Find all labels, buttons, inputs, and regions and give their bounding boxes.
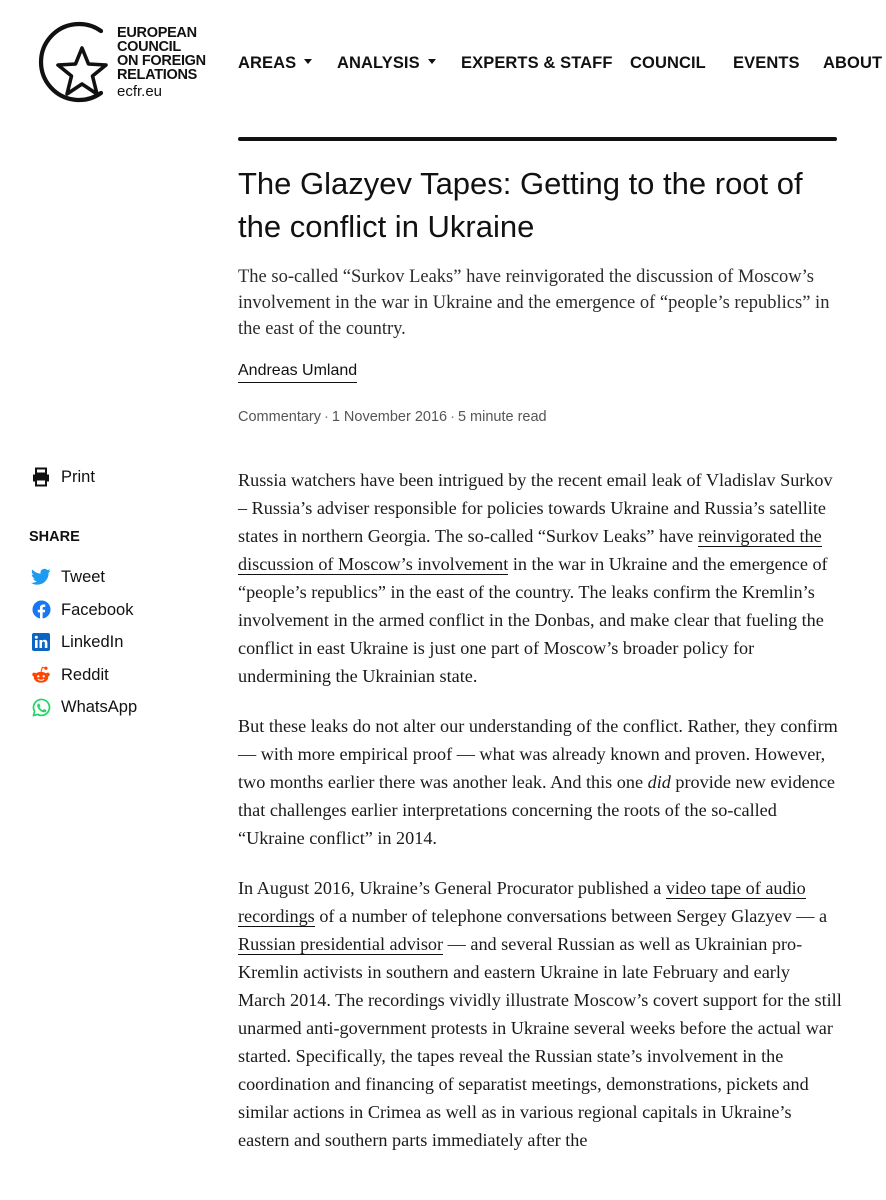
article-body	[238, 466, 842, 1176]
body-paragraph	[238, 466, 842, 690]
article-date: 1 November 2016	[331, 409, 448, 425]
whatsapp-icon	[30, 696, 52, 718]
reddit-icon	[30, 664, 52, 686]
share-whatsapp[interactable]	[30, 696, 137, 718]
brand-line-2: COUNCIL	[117, 39, 181, 55]
body-emphasis: did	[647, 772, 671, 792]
twitter-icon	[30, 566, 52, 588]
share-facebook[interactable]	[30, 599, 137, 621]
nav-events[interactable]: EVENTS	[733, 54, 800, 72]
nav-areas[interactable]	[238, 52, 312, 74]
inline-link-video-tape[interactable]: video tape of audio recordings	[238, 878, 806, 926]
tweet-label: Tweet	[61, 568, 106, 586]
facebook-icon	[30, 599, 52, 621]
nav-analysis[interactable]	[337, 52, 436, 74]
body-text: Russia watchers have been intrigued by the recent email leak of Vladislav Surkov – Russia’s adviser responsible for policies towards Ukraine and Russia’s satellite states in northern Georgia. The so-called “Surkov Leaks” have	[238, 470, 833, 546]
ecfr-logo-icon	[30, 18, 112, 106]
reddit-label: Reddit	[61, 665, 109, 684]
article-read-time: 5 minute read	[457, 409, 547, 425]
article-standfirst: The so-called “Surkov Leaks” have reinvigorated the discussion of Moscow’s involvement in the war in Ukraine and the emergence of “people’s republics” in the east of the country.	[238, 267, 830, 339]
nav-council[interactable]: COUNCIL	[630, 54, 706, 72]
main-nav	[238, 52, 886, 74]
print-button[interactable]	[30, 465, 95, 489]
body-text: in the war in Ukraine and the emergence of “people’s republics” in the east of the country. The leaks confirm the Kremlin’s involvement in the armed conflict in the Donbas, and make clear that fueling the conflict in east Ukraine is just one part of Moscow’s broader policy for undermining the Ukrainian state.	[238, 554, 828, 686]
body-text: of a number of telephone conversations between Sergey Glazyev — a	[314, 906, 828, 926]
body-paragraph	[238, 712, 842, 852]
nav-experts-staff[interactable]: EXPERTS & STAFF	[461, 54, 613, 72]
chevron-down-icon	[428, 59, 436, 64]
nav-analysis-label: ANALYSIS	[337, 54, 420, 72]
ecfr-wordmark	[117, 26, 206, 82]
chevron-down-icon	[304, 59, 312, 64]
inline-link-presidential-advisor[interactable]: Russian presidential advisor	[238, 934, 444, 954]
brand-line-4: RELATIONS	[117, 67, 198, 83]
body-paragraph	[238, 874, 842, 1154]
share-reddit[interactable]	[30, 664, 137, 686]
brand-line-1: EUROPEAN	[117, 25, 197, 41]
body-text: But these leaks do not alter our understanding of the conflict. Rather, they confirm — with more empirical proof — what was already known and proven. However, two months earlier there was another leak. And this one	[238, 716, 838, 792]
body-text: — and several Russian as well as Ukrainian pro-Kremlin activists in southern and eastern Ukraine in late February and early March 2014. The recordings vividly illustrate Moscow’s covert support for the still unarmed anti-government protests in Ukraine several weeks before the actual war started. Specifically, the tapes reveal the Russian state’s involvement in the coordination and financing of separatist meetings, demonstrations, pickets and similar actions in Crimea as well as in various regional capitals in Ukraine’s eastern and southern parts immediately after the	[238, 934, 842, 1150]
author-link[interactable]: Andreas Umland	[238, 360, 357, 383]
body-text: provide new evidence that challenges earlier interpretations concerning the roots of the so-called “Ukraine conflict” in 2014.	[238, 772, 835, 848]
body-text: In August 2016, Ukraine’s General Procurator published a	[238, 878, 666, 898]
ecfr-logo-link[interactable]	[30, 18, 220, 108]
share-heading: SHARE	[29, 529, 80, 545]
share-list	[30, 566, 137, 729]
brand-url: ecfr.eu	[117, 83, 163, 100]
title-divider	[238, 137, 837, 141]
nav-about[interactable]: ABOUT	[823, 54, 883, 72]
printer-icon	[30, 466, 52, 488]
share-linkedin[interactable]	[30, 631, 137, 653]
linkedin-label: LinkedIn	[61, 633, 124, 652]
brand-line-3: ON FOREIGN	[117, 53, 206, 69]
facebook-label: Facebook	[61, 600, 134, 619]
share-twitter[interactable]	[30, 566, 137, 588]
whatsapp-label: WhatsApp	[61, 698, 138, 717]
article-meta: Commentary · 1 November 2016 · 5 minute read	[238, 409, 547, 425]
nav-areas-label: AREAS	[238, 54, 297, 72]
page-title: The Glazyev Tapes: Getting to the root of the conflict in Ukraine	[238, 166, 803, 244]
linkedin-icon	[30, 631, 52, 653]
inline-link-reinvigorated[interactable]: reinvigorated the discussion of Moscow’s involvement	[238, 526, 822, 574]
print-label: Print	[61, 468, 95, 486]
article-type: Commentary	[238, 409, 321, 425]
